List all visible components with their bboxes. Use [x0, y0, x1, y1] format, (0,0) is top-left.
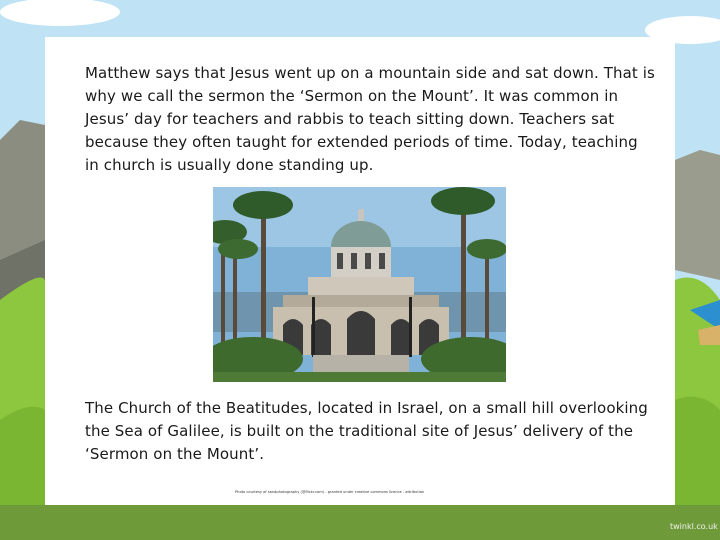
- intro-paragraph: Matthew says that Jesus went up on a mountain side and sat down. That is why we call the sermon the ‘Sermon on the Mount’. It was common in Jesus’ day for teachers and rabbis to teach sitting down. Teachers sat because they often taught for extended periods of time. Today, teaching in church is usually done standing up.: [85, 64, 655, 174]
- church-of-the-beatitudes-image: [213, 187, 506, 382]
- brand-watermark: twinkl.co.uk: [670, 522, 718, 531]
- church-description-paragraph: The Church of the Beatitudes, located in Israel, on a small hill overlooking the Sea of Galilee, is built on the traditional site of Jesus’ delivery of the ‘Sermon on the Mount’.: [85, 399, 648, 463]
- content-card: [45, 37, 675, 505]
- church-photo: [213, 187, 506, 382]
- photo-credit: Photo courtesy of sandphotography (@flickr.com) - granted under creative commons licence - attribution: [235, 490, 425, 494]
